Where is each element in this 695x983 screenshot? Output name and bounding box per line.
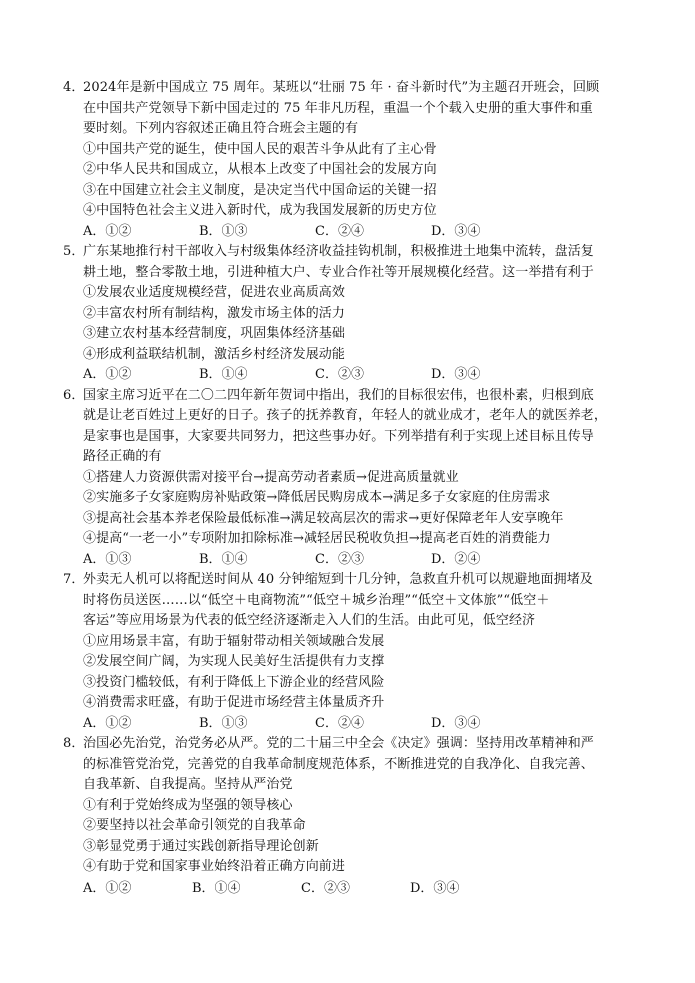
question-number: 5．: [63, 244, 85, 259]
choice-d[interactable]: D．③④: [431, 223, 481, 239]
answer-choices: [63, 365, 635, 386]
statement-option: ③在中国建立社会主义制度，是决定当代中国命运的关键一招: [83, 182, 437, 198]
question-stem-line: 客运”等应用场景为代表的低空经济逐渐走入人们的生活。由此可见，低空经济: [83, 613, 536, 628]
statement-option: ①有利于党始终成为坚强的领导核心: [83, 797, 293, 813]
question-stem-line: 7． 外卖无人机可以将配送时间从 40 分钟缩短到十几分钟，急救直升机可以规避地面拥堵及: [63, 570, 635, 591]
statement-option: ①发展农业适度规模经营，促进农业高质高效: [83, 285, 346, 300]
question-stem-line: 耕土地，整合零散土地，引进种植大户、专业合作社等开展规模化经营。这一举措有利于: [83, 264, 594, 280]
question-stem-line: 8． 治国必先治党，治党务必从严。党的二十届三中全会《决定》强调：坚持用改革精神和严: [63, 734, 635, 755]
question-stem-line: 4． 2024年是新中国成立 75 周年。某班以“壮丽 75 年 · 奋斗新时代”为主题召开班会，回顾: [63, 78, 635, 99]
question-stem-line: 5． 广东某地推行村干部收入与村级集体经济收益挂钩机制，积极推进土地集中流转，盘活复: [63, 242, 635, 263]
choice-c[interactable]: C．②④: [315, 715, 364, 731]
question-stem-line: 要时刻。下列内容叙述正确且符合班会主题的有: [83, 121, 359, 136]
choice-c[interactable]: C．②③: [301, 880, 350, 896]
question-number: 4．: [63, 80, 85, 95]
choice-c[interactable]: C．②③: [315, 551, 364, 567]
question-stem-line: 自我革新、自我提高。坚持从严治党: [83, 777, 293, 792]
statement-option: ④有助于党和国家事业始终沿着正确方向前进: [83, 859, 346, 874]
question-stem-line: 是家事也是国事，大家要共同努力，把这些事办好。下列举措有利于实现上述目标且传导: [83, 428, 594, 444]
statement-option: ④消费需求旺盛，有助于促进市场经营主体量质齐升: [83, 695, 385, 710]
question-7: [63, 570, 635, 734]
question-stem-line: 路径正确的有: [83, 449, 162, 464]
choice-a[interactable]: A．①②: [83, 880, 132, 896]
question-4: [63, 78, 635, 242]
answer-choices: [63, 879, 635, 900]
choice-b[interactable]: B．①④: [192, 880, 241, 896]
choice-d[interactable]: D．③④: [431, 367, 481, 382]
question-number: 7．: [63, 572, 85, 587]
choice-d[interactable]: D．②④: [431, 551, 481, 567]
choice-b[interactable]: B．①③: [199, 223, 248, 239]
question-stem-line: 在中国共产党领导下新中国走过的 75 年非凡历程，重温一个个载入史册的重大事件和重: [83, 100, 593, 116]
statement-option: ②要坚持以社会革命引领党的自我革命: [83, 818, 306, 833]
statement-option: ③投资门槛较低，有利于降低上下游企业的经营风险: [83, 674, 385, 690]
question-stem-line: 6． 国家主席习近平在二〇二四年新年贺词中指出，我们的目标很宏伟，也很朴素，归根到底: [63, 386, 635, 407]
choice-a[interactable]: A．①②: [83, 223, 132, 239]
statement-option: ④形成利益联结机制，激活乡村经济发展动能: [83, 346, 346, 362]
question-6: [63, 386, 635, 571]
question-stem-line: 就是让老百姓过上更好的日子。孩子的抚养教育，年轻人的就业成才，老年人的就医养老，: [83, 408, 608, 423]
statement-option: ④中国特色社会主义进入新时代，成为我国发展新的历史方位: [83, 203, 437, 218]
statement-option: ②中华人民共和国成立，从根本上改变了中国社会的发展方向: [83, 162, 437, 177]
statement-option: ③建立农村基本经营制度，巩固集体经济基础: [83, 326, 346, 341]
statement-option: ④提高“一老一小”专项附加扣除标准→减轻居民税收负担→提高老百姓的消费能力: [83, 531, 551, 546]
statement-option: ①应用场景丰富，有助于辐射带动相关领域融合发展: [83, 633, 385, 649]
choice-a[interactable]: A．①②: [83, 367, 132, 382]
question-number: 6．: [63, 387, 85, 403]
choice-a[interactable]: A．①③: [83, 551, 132, 567]
answer-choices: [63, 714, 635, 735]
statement-option: ②丰富农村所有制结构，激发市场主体的活力: [83, 305, 346, 321]
statement-option: ②发展空间广阔，为实现人民美好生活提供有力支撑: [83, 654, 385, 669]
choice-d[interactable]: D．③④: [431, 715, 481, 731]
question-stem-line: 的标准管党治党，完善党的自我革命制度规范体系，不断推进党的自我净化、自我完善、: [83, 756, 594, 772]
choice-b[interactable]: B．①③: [199, 715, 248, 731]
choice-d[interactable]: D．③④: [410, 880, 460, 896]
answer-choices: [63, 222, 635, 243]
question-8: [63, 734, 635, 899]
choice-c[interactable]: C．②④: [315, 223, 364, 239]
question-5: [63, 242, 635, 386]
choice-b[interactable]: B．①④: [199, 551, 248, 567]
statement-option: ②实施多子女家庭购房补贴政策→降低居民购房成本→满足多子女家庭的住房需求: [83, 490, 551, 505]
statement-option: ③提高社会基本养老保险最低标准→满足较高层次的需求→更好保障老年人安享晚年: [83, 510, 564, 526]
statement-option: ③彰显党勇于通过实践创新指导理论创新: [83, 838, 319, 854]
statement-option: ①中国共产党的诞生，使中国人民的艰苦斗争从此有了主心骨: [83, 141, 437, 157]
choice-b[interactable]: B．①④: [199, 367, 248, 382]
choice-c[interactable]: C．②③: [315, 367, 364, 382]
question-stem-line: 时将伤员送医……以“低空＋电商物流”“低空＋城乡治理”“低空＋文体旅”“低空＋: [83, 592, 550, 608]
answer-choices: [63, 550, 635, 571]
choice-a[interactable]: A．①②: [83, 715, 132, 731]
question-number: 8．: [63, 736, 85, 751]
statement-option: ①搭建人力资源供需对接平台→提高劳动者素质→促进高质量就业: [83, 469, 459, 485]
